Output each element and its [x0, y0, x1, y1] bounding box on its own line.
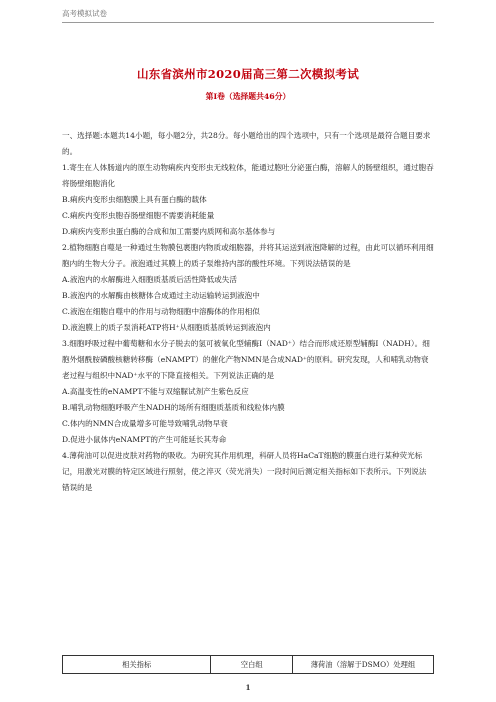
- q1-option-b: B.痢疾内变形虫细胞膜上具有蛋白酶的载体: [62, 195, 207, 204]
- header-tag: 高考模拟试卷: [62, 9, 107, 18]
- table-header-cell: 相关指标: [63, 656, 211, 674]
- q4-stem: 4.薄荷油可以促进皮肤对药物的吸收。为研究其作用机理，科研人员将HaCaT细胞的膜蛋白进行某种荧光标记，用激光对膜的特定区域进行照射，使之淬灭（荧光消失）一段时间后测定相关指标如下表所示。下列说法错误的是: [62, 451, 427, 492]
- q1-stem: 1.寄生在人体肠道内的原生动物痢疾内变形虫无线粒体，能通过胞吐分泌蛋白酶，溶解人的肠壁组织，通过胞吞将肠壁细胞消化: [62, 163, 434, 188]
- q3-option-b: B.哺乳动物细胞呼吸产生NADH的场所有细胞质基质和线粒体内膜: [62, 403, 285, 412]
- header-rule: [62, 22, 434, 23]
- q3-option-c: C.体内的NMN合成量增多可能导致哺乳动物早衰: [62, 419, 228, 428]
- q3-stem: 3.细胞呼吸过程中葡萄糖和水分子脱去的氢可被氧化型辅酶Ⅰ（NAD⁺）结合而形成还原型辅酶Ⅰ（NADH）。细胞外烟酰胺磷酸核糖转移酶（eNAMPT）的催化产物NMN是合成NAD⁺的原料。研究发现，人和哺乳动物衰老过程与组织中NAD⁺水平的下降直接相关。下列说法正确的是: [62, 339, 430, 380]
- table-header-cell: 空白组: [211, 656, 293, 674]
- page-title: 山东省滨州市2020届高三第二次模拟考试: [136, 67, 359, 81]
- q1-option-c: C.痢疾内变形虫胞吞肠壁细胞不需要消耗能量: [62, 211, 215, 220]
- instructions: 一、选择题:本题共14小题，每小题2分，共28分。每小题给出的四个选项中，只有一个选项是最符合题目要求的。: [62, 131, 431, 156]
- q3-option-a: A.高温变性的eNAMPT不能与双缩脲试剂产生紫色反应: [62, 387, 249, 396]
- q2-option-a: A.液泡内的水解酶进入细胞质基质后活性降低或失活: [62, 275, 237, 284]
- data-table: [62, 655, 434, 674]
- q3-option-d: D.促进小鼠体内eNAMPT的产生可能延长其寿命: [62, 435, 227, 444]
- q2-option-d: D.液泡膜上的质子泵消耗ATP将H⁺从细胞质基质转运到液泡内: [62, 323, 271, 332]
- q2-stem: 2.植物细胞自噬是一种通过生物膜包裹胞内物质或细胞器，并将其运送到液泡降解的过程，由此可以循环利用细胞内的生物大分子。液泡通过其膜上的质子泵维持内部的酸性环境。下列说法错误的是: [62, 243, 434, 268]
- q2-option-b: B.液泡内的水解酶由核糖体合成通过主动运输转运到液泡中: [62, 291, 260, 300]
- page-number: 1: [245, 683, 251, 692]
- table-header-row: [63, 656, 434, 674]
- q2-option-c: C.液泡在细胞自噬中的作用与动物细胞中溶酶体的作用相似: [62, 307, 260, 316]
- q1-option-d: D.痢疾内变形虫蛋白酶的合成和加工需要内质网和高尔基体参与: [62, 227, 276, 236]
- table-header-cell: 薄荷油（溶解于DSMO）处理组: [293, 656, 434, 674]
- question-body: [62, 128, 434, 496]
- section-subtitle: 第Ⅰ卷（选择题共46分）: [205, 92, 291, 101]
